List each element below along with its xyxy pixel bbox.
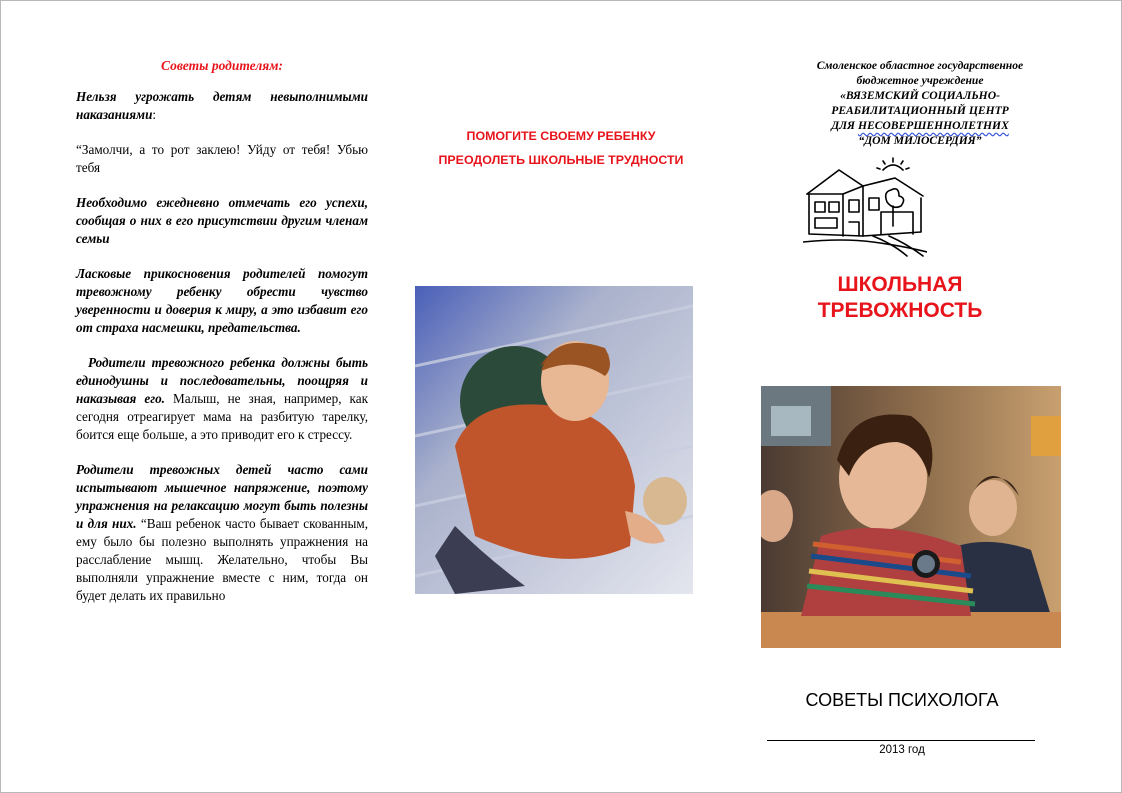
- paragraph-1-bold: Нельзя угрожать детям невыполнимыми наказаниями: [76, 89, 368, 122]
- brochure-title-line-2: ТРЕВОЖНОСТЬ: [817, 299, 983, 322]
- paragraph-6-bold: Родители тревожных детей часто сами испытывают мышечное напряжение, поэтому упражнения на релаксацию могут быть полезны и для них.: [76, 462, 368, 531]
- left-column: [76, 58, 368, 622]
- paragraph-6-normal: “Ваш ребенок часто бывает скованным, ему было бы полезно выполнять упражнения на расслабление мышц. Желательно, чтобы Вы выполняли упражнение вместе с ним, тогда он будет делать их правильно: [76, 516, 369, 603]
- organization-name: [790, 58, 1050, 148]
- house-with-sun-icon: [803, 156, 927, 258]
- org-line-4: РЕАБИЛИТАЦИОННЫЙ ЦЕНТР: [831, 104, 1009, 117]
- org-line-5b: НЕСОВЕРШЕННОЛЕТНИХ: [857, 119, 1009, 132]
- paragraph-1: [76, 88, 368, 124]
- advice-label: СОВЕТЫ ПСИХОЛОГА: [805, 690, 999, 710]
- middle-title: [415, 124, 707, 172]
- org-line-1: Смоленское областное государственное: [816, 59, 1024, 72]
- photo-boy-on-stairs: [415, 286, 693, 594]
- org-line-5: [790, 118, 1050, 133]
- org-line-5a: ДЛЯ: [831, 119, 858, 132]
- org-line-2: бюджетное учреждение: [856, 74, 984, 87]
- paragraph-2: “Замолчи, а то рот заклею! Уйду от тебя! Убью тебя: [76, 142, 368, 175]
- brochure-title-line-1: ШКОЛЬНАЯ: [837, 273, 963, 296]
- photo-teen-at-desk: [761, 386, 1061, 648]
- brochure-title: [780, 272, 1020, 324]
- middle-title-line-2: ПРЕОДОЛЕТЬ ШКОЛЬНЫЕ ТРУДНОСТИ: [438, 153, 684, 167]
- org-line-6: “ДОМ МИЛОСЕРДИЯ”: [858, 134, 982, 147]
- year-label: 2013 год: [879, 744, 925, 756]
- org-line-3: «ВЯЗЕМСКИЙ СОЦИАЛЬНО-: [840, 89, 1000, 102]
- left-header: Советы родителям:: [161, 58, 283, 73]
- paragraph-5-bold: Родители тревожного ребенка должны быть единодушны и последовательны, поощряя и наказывая его.: [76, 355, 368, 406]
- paragraph-4: Ласковые прикосновения родителей помогут тревожному ребенку обрести чувство уверенности и доверия к миру, а это избавит его от страха насмешки, предательства.: [76, 266, 368, 335]
- paragraph-5: [76, 354, 368, 444]
- paragraph-3: Необходимо ежедневно отмечать его успехи, сообщая о них в его присутствии другим членам семьи: [76, 195, 368, 246]
- paragraph-5-normal: Малыш, не зная, например, как сегодня отреагирует мама на разбитую тарелку, боится еще больше, а это приводит его к стрессу.: [76, 391, 368, 442]
- signature-line: [767, 740, 1035, 741]
- paragraph-6: [76, 461, 368, 605]
- paragraph-1-tail: :: [152, 107, 157, 122]
- middle-title-line-1: ПОМОГИТЕ СВОЕМУ РЕБЕНКУ: [466, 129, 656, 143]
